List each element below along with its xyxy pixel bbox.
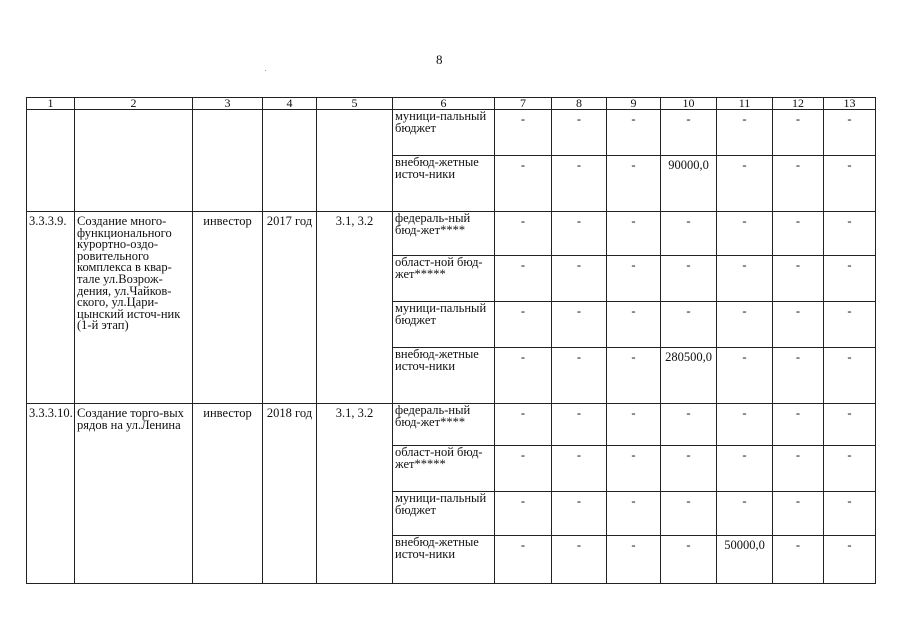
amount-cell: - — [607, 302, 661, 348]
amount-cell: - — [607, 110, 661, 156]
amount-cell: - — [607, 212, 661, 256]
amount-cell: - — [717, 212, 773, 256]
amount-cell: - — [552, 404, 607, 446]
amount-cell: - — [661, 212, 717, 256]
funding-source: муници-пальный бюджет — [393, 302, 495, 348]
col-header: 12 — [773, 98, 824, 110]
amount-cell: - — [495, 110, 552, 156]
amount-cell: - — [824, 348, 876, 404]
amount-cell: - — [495, 302, 552, 348]
amount-cell: - — [717, 446, 773, 492]
amount-cell: - — [607, 156, 661, 212]
col-header: 11 — [717, 98, 773, 110]
amount-cell: - — [661, 492, 717, 536]
col-header: 5 — [317, 98, 393, 110]
amount-cell: - — [661, 110, 717, 156]
funding-source: федераль-ный бюд-жет**** — [393, 404, 495, 446]
col-header: 2 — [75, 98, 193, 110]
col-header: 13 — [824, 98, 876, 110]
amount-cell: - — [773, 536, 824, 584]
col-header: 1 — [27, 98, 75, 110]
page-number: 8 — [436, 52, 443, 67]
col-header: 8 — [552, 98, 607, 110]
amount-cell: 90000,0 — [661, 156, 717, 212]
amount-cell: - — [773, 446, 824, 492]
item-number: 3.3.3.10. — [27, 404, 75, 584]
budget-table — [26, 97, 876, 584]
amount-cell: - — [824, 110, 876, 156]
amount-cell: - — [607, 492, 661, 536]
amount-cell: - — [495, 156, 552, 212]
year: 2018 год — [263, 404, 317, 584]
amount-cell: - — [552, 536, 607, 584]
amount-cell: - — [607, 536, 661, 584]
col-header: 3 — [193, 98, 263, 110]
col-header: 7 — [495, 98, 552, 110]
amount-cell: - — [717, 348, 773, 404]
item-number: 3.3.3.9. — [27, 212, 75, 404]
funding-source: област-ной бюд-жет***** — [393, 446, 495, 492]
amount-cell: - — [661, 256, 717, 302]
amount-cell: - — [773, 110, 824, 156]
amount-cell: - — [661, 302, 717, 348]
amount-cell: - — [824, 404, 876, 446]
funding-source: внебюд-жетные источ-ники — [393, 156, 495, 212]
empty-cell — [263, 110, 317, 212]
amount-cell: - — [717, 492, 773, 536]
reference: 3.1, 3.2 — [317, 404, 393, 584]
amount-cell: - — [824, 492, 876, 536]
item-name: Создание торго-вых рядов на ул.Ленина — [75, 404, 193, 584]
amount-cell: - — [661, 536, 717, 584]
amount-cell: - — [824, 446, 876, 492]
funding-source: муници-пальный бюджет — [393, 492, 495, 536]
amount-cell: - — [717, 302, 773, 348]
amount-cell: - — [824, 256, 876, 302]
amount-cell: - — [717, 256, 773, 302]
amount-cell: - — [552, 256, 607, 302]
funding-source: област-ной бюд-жет***** — [393, 256, 495, 302]
amount-cell: - — [495, 212, 552, 256]
amount-cell: 280500,0 — [661, 348, 717, 404]
amount-cell: 50000,0 — [717, 536, 773, 584]
empty-cell — [317, 110, 393, 212]
amount-cell: - — [495, 492, 552, 536]
executor: инвестор — [193, 404, 263, 584]
amount-cell: - — [773, 156, 824, 212]
table-row — [27, 110, 876, 156]
amount-cell: - — [824, 212, 876, 256]
amount-cell: - — [773, 212, 824, 256]
amount-cell: - — [773, 492, 824, 536]
col-header: 10 — [661, 98, 717, 110]
reference: 3.1, 3.2 — [317, 212, 393, 404]
empty-cell — [27, 110, 75, 212]
item-name: Создание много-функционального курортно-оздо-ровительного комплекса в квар-тале ул.Возрож-дения, ул.Чайков-ского, ул.Цари-цынский источ-ник (1-й этап) — [75, 212, 193, 404]
amount-cell: - — [552, 492, 607, 536]
header-row — [27, 98, 876, 110]
funding-source: муници-пальный бюджет — [393, 110, 495, 156]
funding-source: федераль-ный бюд-жет**** — [393, 212, 495, 256]
amount-cell: - — [824, 156, 876, 212]
amount-cell: - — [824, 536, 876, 584]
funding-source: внебюд-жетные источ-ники — [393, 348, 495, 404]
amount-cell: - — [607, 446, 661, 492]
amount-cell: - — [717, 110, 773, 156]
table-row — [27, 212, 876, 256]
empty-cell — [75, 110, 193, 212]
amount-cell: - — [824, 302, 876, 348]
amount-cell: - — [773, 302, 824, 348]
amount-cell: - — [495, 404, 552, 446]
amount-cell: - — [607, 256, 661, 302]
amount-cell: - — [717, 404, 773, 446]
amount-cell: - — [495, 256, 552, 302]
amount-cell: - — [495, 446, 552, 492]
amount-cell: - — [495, 536, 552, 584]
amount-cell: - — [552, 212, 607, 256]
amount-cell: - — [607, 348, 661, 404]
amount-cell: - — [552, 302, 607, 348]
amount-cell: - — [773, 256, 824, 302]
col-header: 4 — [263, 98, 317, 110]
amount-cell: - — [495, 348, 552, 404]
amount-cell: - — [607, 404, 661, 446]
amount-cell: - — [552, 348, 607, 404]
amount-cell: - — [717, 156, 773, 212]
amount-cell: - — [661, 404, 717, 446]
executor: инвестор — [193, 212, 263, 404]
amount-cell: - — [661, 446, 717, 492]
col-header: 6 — [393, 98, 495, 110]
col-header: 9 — [607, 98, 661, 110]
scan-speck — [265, 70, 266, 71]
amount-cell: - — [552, 156, 607, 212]
funding-source: внебюд-жетные источ-ники — [393, 536, 495, 584]
table-row — [27, 404, 876, 446]
amount-cell: - — [552, 446, 607, 492]
amount-cell: - — [773, 404, 824, 446]
empty-cell — [193, 110, 263, 212]
amount-cell: - — [552, 110, 607, 156]
amount-cell: - — [773, 348, 824, 404]
year: 2017 год — [263, 212, 317, 404]
